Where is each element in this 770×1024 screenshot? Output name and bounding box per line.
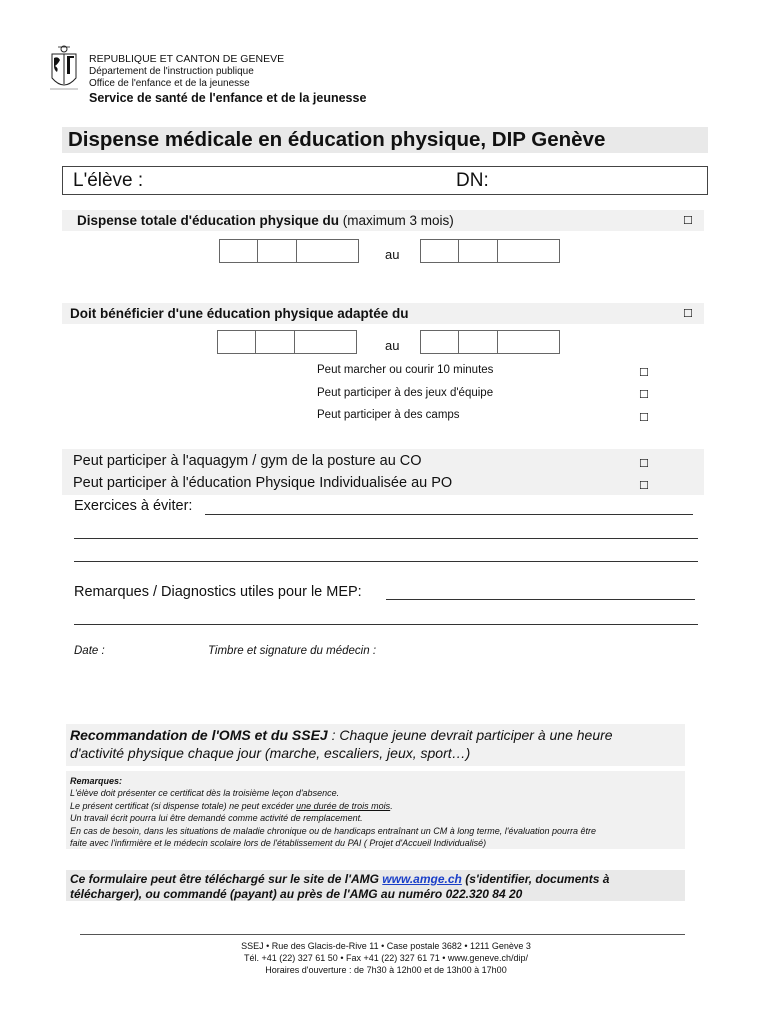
exercises-input-line-2[interactable]: [74, 538, 698, 539]
remarks-line-5: faite avec l'infirmière et le médecin scolaire lors de l'établissement du PAI ( Projet d'Accueil Individualisé): [70, 838, 487, 849]
stamp-signature-label: Timbre et signature du médecin :: [208, 645, 377, 657]
date-month-field[interactable]: [256, 330, 295, 354]
remarks-line-2: Le présent certificat (si dispense totale) ne peut excéder une durée de trois mois.: [70, 800, 393, 811]
section-total-dispense: [62, 210, 704, 231]
option-camps: Peut participer à des camps: [317, 409, 460, 421]
total-dispense-label: Dispense totale d'éducation physique du (maximum 3 mois): [77, 213, 454, 228]
total-dispense-end-date[interactable]: [420, 239, 560, 263]
date-year-field[interactable]: [498, 330, 560, 354]
adapted-pe-end-date[interactable]: [420, 330, 560, 354]
footer-hours: Horaires d'ouverture : de 7h30 à 12h00 et de 13h00 à 17h00: [265, 965, 507, 975]
date-year-field[interactable]: [498, 239, 560, 263]
footer-address: SSEJ • Rue des Glacis-de-Rive 11 • Case postale 3682 • 1211 Genève 3: [241, 941, 531, 951]
remarks-input-line-2[interactable]: [74, 624, 698, 625]
student-label: L'élève :: [73, 170, 144, 191]
option-walk-run-checkbox[interactable]: ☐: [639, 366, 649, 379]
date-day-field[interactable]: [420, 330, 459, 354]
section-adapted-pe: [62, 303, 704, 324]
section-special-pe: [62, 449, 704, 495]
download-line-2: télécharger), ou commandé (payant) au près de l'AMG au numéro 022.320 84 20: [70, 886, 523, 901]
total-dispense-au: au: [385, 247, 400, 262]
date-year-field[interactable]: [295, 330, 357, 354]
remarks-input-line-1[interactable]: [386, 599, 695, 600]
footer-divider: [80, 934, 685, 935]
option-camps-checkbox[interactable]: ☐: [639, 411, 649, 424]
individual-pe-label: Peut participer à l'éducation Physique Individualisée au PO: [73, 475, 453, 491]
aquagym-label: Peut participer à l'aquagym / gym de la posture au CO: [73, 453, 422, 469]
header-service: Service de santé de l'enfance et de la jeunesse: [89, 91, 367, 105]
option-team-games: Peut participer à des jeux d'équipe: [317, 387, 494, 399]
exercises-label: Exercices à éviter:: [74, 498, 193, 514]
exercises-input-line-1[interactable]: [205, 514, 693, 515]
download-line-1: Ce formulaire peut être téléchargé sur le site de l'AMG www.amge.ch (s'identifier, documents à: [70, 872, 610, 886]
dn-label: DN:: [456, 170, 489, 191]
remarks-line-1: L'élève doit présenter ce certificat dès la troisième leçon d'absence.: [70, 788, 340, 799]
header-office: Office de l'enfance et de la jeunesse: [89, 78, 250, 89]
total-dispense-checkbox[interactable]: ☐: [683, 214, 693, 227]
date-label: Date :: [74, 645, 105, 657]
date-year-field[interactable]: [297, 239, 359, 263]
date-day-field[interactable]: [217, 330, 256, 354]
footer: [66, 940, 706, 976]
recommendation-box: [66, 724, 685, 766]
date-month-field[interactable]: [459, 330, 498, 354]
adapted-pe-start-date[interactable]: [217, 330, 357, 354]
total-dispense-start-date[interactable]: [219, 239, 359, 263]
header-department: Département de l'instruction publique: [89, 66, 254, 77]
remarks-line-3: Un travail écrit pourra lui être demandé comme activité de remplacement.: [70, 813, 363, 824]
student-box: [62, 166, 708, 195]
footer-contact: Tél. +41 (22) 327 61 50 • Fax +41 (22) 327 61 71 • www.geneve.ch/dip/: [244, 953, 528, 963]
amge-link[interactable]: www.amge.ch: [382, 872, 462, 886]
date-month-field[interactable]: [459, 239, 498, 263]
exercises-input-line-3[interactable]: [74, 561, 698, 562]
adapted-pe-au: au: [385, 338, 400, 353]
document-title-bar: [62, 127, 708, 153]
recommendation-line-2: d'activité physique chaque jour (marche, escaliers, jeux, sport…): [70, 745, 471, 761]
adapted-pe-label: Doit bénéficier d'une éducation physique adaptée du: [70, 306, 409, 321]
aquagym-checkbox[interactable]: ☐: [639, 457, 649, 470]
option-team-games-checkbox[interactable]: ☐: [639, 388, 649, 401]
recommendation-line-1: Recommandation de l'OMS et du SSEJ : Chaque jeune devrait participer à une heure: [70, 727, 613, 743]
individual-pe-checkbox[interactable]: ☐: [639, 479, 649, 492]
document-title: Dispense médicale en éducation physique, DIP Genève: [68, 128, 606, 151]
option-walk-run: Peut marcher ou courir 10 minutes: [317, 364, 494, 376]
download-info-box: [66, 870, 685, 901]
geneva-coat-of-arms-icon: [46, 44, 82, 94]
header-republic: REPUBLIQUE ET CANTON DE GENEVE: [89, 53, 285, 65]
remarks-box: [66, 771, 685, 849]
remarks-line-4: En cas de besoin, dans les situations de maladie chronique ou de handicaps entraînant un CM à long terme, l'évaluation pourra être: [70, 825, 597, 836]
date-month-field[interactable]: [258, 239, 297, 263]
date-day-field[interactable]: [219, 239, 258, 263]
date-day-field[interactable]: [420, 239, 459, 263]
remarks-diagnostics-label: Remarques / Diagnostics utiles pour le MEP:: [74, 584, 362, 600]
remarks-title: Remarques:: [70, 776, 123, 786]
adapted-pe-checkbox[interactable]: ☐: [683, 307, 693, 320]
